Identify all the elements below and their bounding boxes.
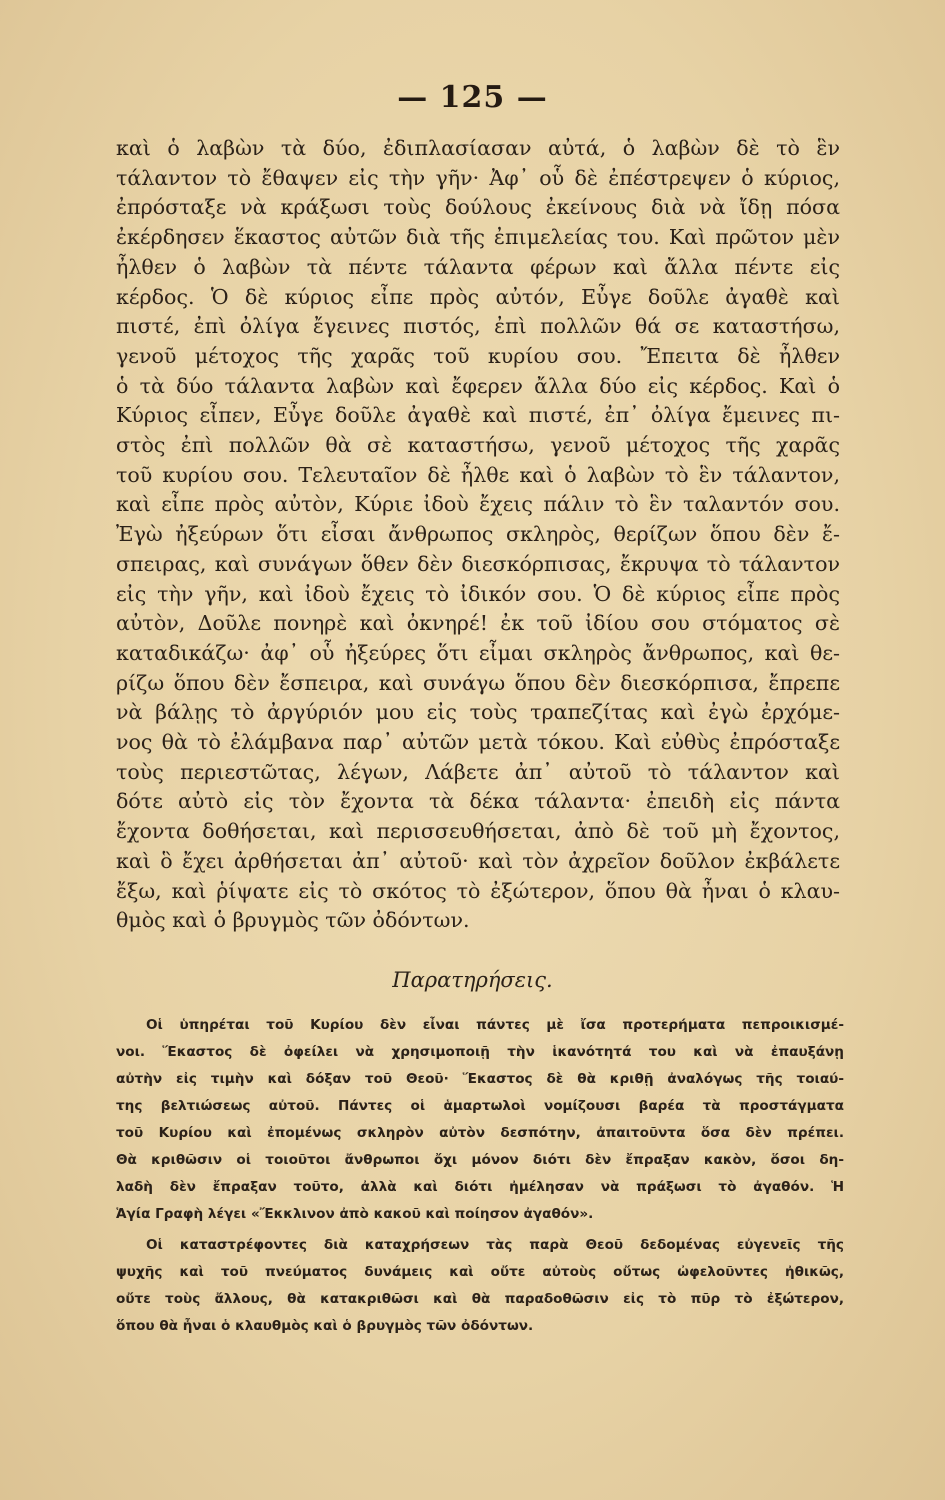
note-line: Ἁγία Γραφὴ λέγει «Ἔκκλινον ἀπὸ κακοῦ καὶ ποίησον ἀγαθόν». xyxy=(116,1206,594,1222)
text-line: ἔξω, καὶ ῥίψατε εἰς τὸ σκότος τὸ ἐξώτερον, ὅπου θὰ ἦναι ὁ κλαυ- xyxy=(116,878,840,903)
text-line: ρίζω ὅπου δὲν ἔσπειρα, καὶ συνάγω ὅπου δὲν διεσκόρπισα, ἔπρεπε xyxy=(116,670,840,695)
text-line: καὶ ὃ ἔχει ἀρθήσεται ἀπ᾽ αὐτοῦ· καὶ τὸν ἀχρεῖον δοῦλον ἐκβάλετε xyxy=(116,848,840,873)
text-line: τοὺς περιεστῶτας, λέγων, Λάβετε ἀπ᾽ αὐτοῦ τὸ τάλαντον καὶ xyxy=(116,759,840,784)
text-line: κέρδος. Ὁ δὲ κύριος εἶπε πρὸς αὐτόν, Εὖγε δοῦλε ἀγαθὲ καὶ xyxy=(116,284,840,309)
note-line: Οἱ ὑπηρέται τοῦ Κυρίου δὲν εἶναι πάντες μὲ ἴσα προτερήματα πεπροικισμέ- xyxy=(146,1017,844,1033)
text-line: στὸς ἐπὶ πολλῶν θὰ σὲ καταστήσω, γενοῦ μέτοχος τῆς χαρᾶς xyxy=(116,433,840,458)
text-line: πιστέ, ἐπὶ ὀλίγα ἔγεινες πιστός, ἐπὶ πολλῶν θά σε καταστήσω, xyxy=(116,314,840,339)
text-line: δότε αὐτὸ εἰς τὸν ἔχοντα τὰ δέκα τάλαντα· ἐπειδὴ εἰς πάντα xyxy=(116,789,840,814)
text-line: νος θὰ τὸ ἐλάμβανα παρ᾽ αὐτῶν μετὰ τόκου. Καὶ εὐθὺς ἐπρόσταξε xyxy=(116,730,840,755)
note-line: της βελτιώσεως αὐτοῦ. Πάντες οἱ ἁμαρτωλοὶ νομίζουσι βαρέα τὰ προστάγματα xyxy=(116,1098,844,1114)
text-line: εἰς τὴν γῆν, καὶ ἰδοὺ ἔχεις τὸ ἰδικόν σου. Ὁ δὲ κύριος εἶπε πρὸς xyxy=(116,581,840,606)
page-number: — 125 — xyxy=(397,80,548,115)
note-line: τοῦ Κυρίου καὶ ἐπομένως σκληρὸν αὐτὸν δεσπότην, ἀπαιτοῦντα ὅσα δὲν πρέπει. xyxy=(116,1125,844,1141)
text-line: γενοῦ μέτοχος τῆς χαρᾶς τοῦ κυρίου σου. Ἔπειτα δὲ ἦλθεν xyxy=(116,343,840,368)
text-line: καταδικάζω· ἀφ᾽ οὗ ἠξεύρες ὅτι εἶμαι σκληρὸς ἄνθρωπος, καὶ θε- xyxy=(116,640,840,665)
section-heading: Παρατηρήσεις. xyxy=(392,968,553,992)
note-line: νοι. Ἕκαστος δὲ ὀφείλει νὰ χρησιμοποιῇ τὴν ἱκανότητά του καὶ νὰ ἐπαυξάνῃ xyxy=(116,1044,844,1060)
text-line: ὁ τὰ δύο τάλαντα λαβὼν καὶ ἔφερεν ἄλλα δύο εἰς κέρδος. Καὶ ὁ xyxy=(116,373,840,398)
text-line: ἐκέρδησεν ἕκαστος αὐτῶν διὰ τῆς ἐπιμελείας του. Καὶ πρῶτον μὲν xyxy=(116,225,840,250)
note-line: Θὰ κριθῶσιν οἱ τοιοῦτοι ἄνθρωποι ὄχι μόνον διότι δὲν ἔπραξαν κακὸν, ὅσοι δη- xyxy=(116,1152,844,1168)
text-line: τάλαντον τὸ ἔθαψεν εἰς τὴν γῆν· Ἀφ᾽ οὗ δὲ ἐπέστρεψεν ὁ κύριος, xyxy=(116,165,840,190)
text-line: τοῦ κυρίου σου. Τελευταῖον δὲ ἦλθε καὶ ὁ λαβὼν τὸ ἓν τάλαντον, xyxy=(116,462,840,487)
note-line: οὔτε τοὺς ἄλλους, θὰ κατακριθῶσι καὶ θὰ παραδοθῶσιν εἰς τὸ πῦρ τὸ ἐξώτερον, xyxy=(116,1291,844,1307)
text-line: καὶ εἶπε πρὸς αὐτὸν, Κύριε ἰδοὺ ἔχεις πάλιν τὸ ἓν ταλαντόν σου. xyxy=(116,492,840,517)
note-line: ψυχῆς καὶ τοῦ πνεύματος δυνάμεις καὶ οὔτε αὐτοὺς οὔτως ὠφελοῦντες ἠθικῶς, xyxy=(116,1264,844,1280)
text-line: ἔχοντα δοθήσεται, καὶ περισσευθήσεται, ἀπὸ δὲ τοῦ μὴ ἔχοντος, xyxy=(116,819,840,844)
note-line: λαδὴ δὲν ἔπραξαν τοῦτο, ἀλλὰ καὶ διότι ἠμέλησαν νὰ πράξωσι τὸ ἀγαθόν. Ἡ xyxy=(116,1179,844,1195)
text-line: νὰ βάλῃς τὸ ἀργύριόν μου εἰς τοὺς τραπεζίτας καὶ ἐγὼ ἐρχόμε- xyxy=(116,700,840,725)
note-line: αὐτὴν εἰς τιμὴν καὶ δόξαν τοῦ Θεοῦ· Ἕκαστος δὲ θὰ κριθῇ ἀναλόγως τῆς τοιαύ- xyxy=(116,1071,844,1087)
text-line: Κύριος εἶπεν, Εὖγε δοῦλε ἀγαθὲ καὶ πιστέ, ἐπ᾽ ὀλίγα ἔμεινες πι- xyxy=(116,403,840,428)
text-line: αὐτὸν, Δοῦλε πονηρὲ καὶ ὀκνηρέ! ἐκ τοῦ ἰδίου σου στόματος σὲ xyxy=(116,611,840,636)
text-line: ἦλθεν ὁ λαβὼν τὰ πέντε τάλαντα φέρων καὶ ἄλλα πέντε εἰς xyxy=(116,254,840,279)
notes-text xyxy=(116,1012,844,1340)
text-line: Ἐγὼ ἠξεύρων ὅτι εἶσαι ἄνθρωπος σκληρὸς, θερίζων ὅπου δὲν ἔ- xyxy=(116,522,840,547)
note-line: ὅπου θὰ ἦναι ὁ κλαυθμὸς καὶ ὁ βρυγμὸς τῶν ὀδόντων. xyxy=(116,1318,534,1334)
text-line: θμὸς καὶ ὁ βρυγμὸς τῶν ὀδόντων. xyxy=(116,908,470,933)
main-text xyxy=(116,134,840,936)
text-line: σπειρας, καὶ συνάγων ὅθεν δὲν διεσκόρπισας, ἔκρυψα τὸ τάλαντον xyxy=(116,551,840,576)
text-line: ἐπρόσταξε νὰ κράξωσι τοὺς δούλους ἐκείνους διὰ νὰ ἴδῃ πόσα xyxy=(116,195,840,220)
text-line: καὶ ὁ λαβὼν τὰ δύο, ἐδιπλασίασαν αὐτά, ὁ λαβὼν δὲ τὸ ἓν xyxy=(116,136,840,160)
note-line: Οἱ καταστρέφοντες διὰ καταχρήσεων τὰς παρὰ Θεοῦ δεδομένας εὐγενεῖς τῆς xyxy=(146,1237,844,1253)
